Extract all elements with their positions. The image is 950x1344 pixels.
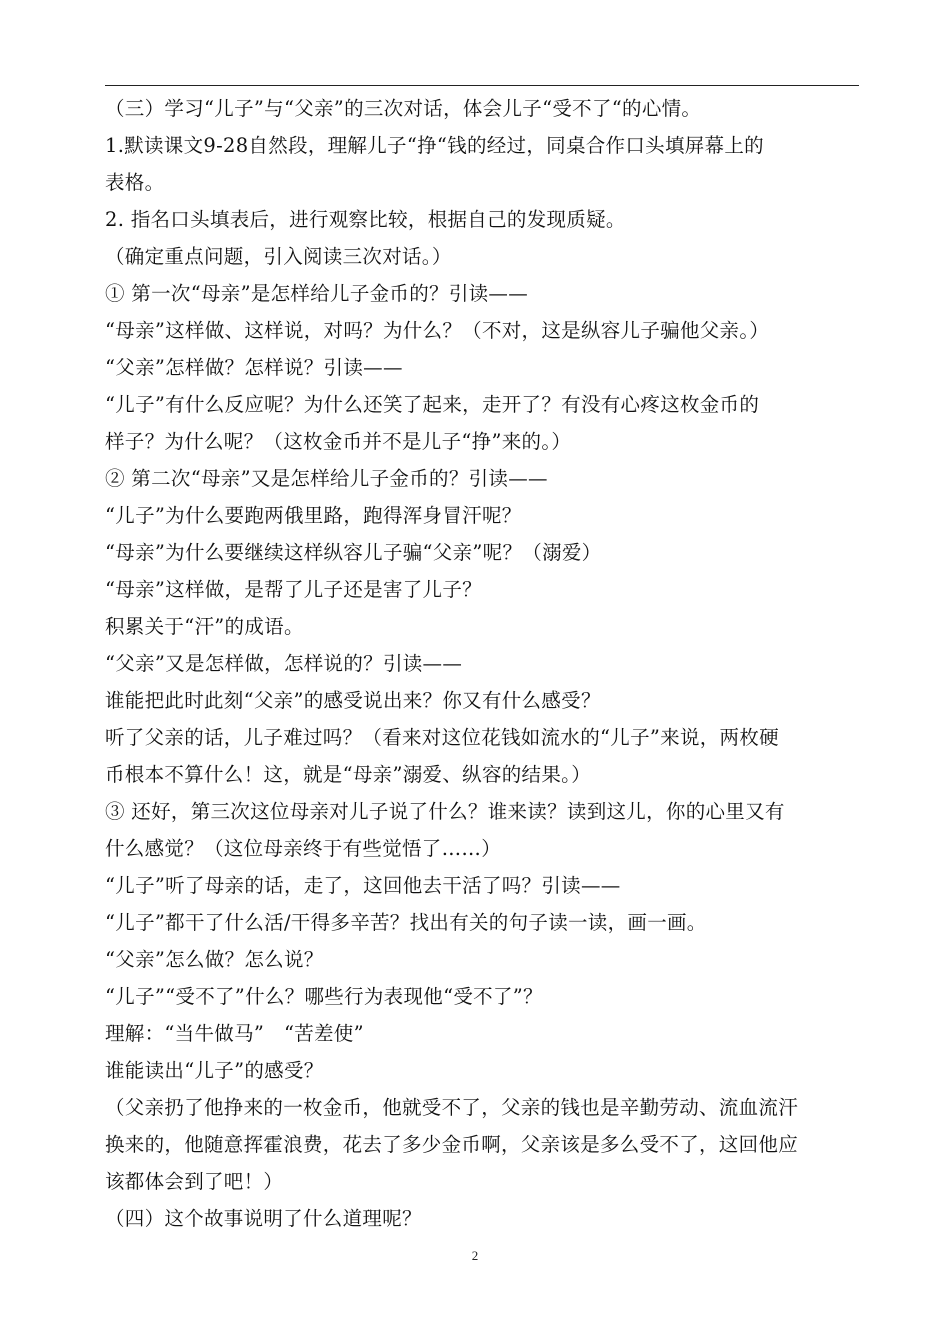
text-line: 谁能读出“儿子”的感受？ [105,1059,324,1082]
text-line: “父亲”怎样做？怎样说？引读—— [105,356,403,379]
text-line: ② 第二次“母亲”又是怎样给儿子金币的？引读—— [105,467,548,490]
text-line: “儿子”都干了什么活/干得多辛苦？找出有关的句子读一读，画一画。 [105,911,707,934]
text-line: 样子？为什么呢？（这枚金币并不是儿子“挣”来的。） [105,430,572,453]
text-line: “父亲”怎么做？怎么说？ [105,948,324,971]
text-line: 理解：“当牛做马” “苦差使” [105,1022,364,1045]
text-line: 积累关于“汗”的成语。 [105,615,304,638]
text-line: 币根本不算什么！这，就是“母亲”溺爱、纵容的结果。） [105,763,591,786]
text-line: “儿子”为什么要跑两俄里路，跑得浑身冒汗呢？ [105,504,522,527]
text-line: 什么感觉？（这位母亲终于有些觉悟了……） [105,837,501,860]
text-line: 该都体会到了吧！） [105,1170,284,1193]
text-line: “母亲”这样做，是帮了儿子还是害了儿子？ [105,578,482,601]
text-line: 1.默读课文9-28自然段，理解儿子“挣“钱的经过，同桌合作口头填屏幕上的 [105,134,764,157]
text-line: 听了父亲的话，儿子难过吗？（看来对这位花钱如流水的“儿子”来说，两枚硬 [105,726,779,749]
text-line: “父亲”又是怎样做，怎样说的？引读—— [105,652,463,675]
text-line: （三）学习“儿子”与“父亲”的三次对话，体会儿子“受不了“的心情。 [105,97,702,120]
text-line: “母亲”为什么要继续这样纵容儿子骗“父亲”呢？（溺爱） [105,541,602,564]
text-line: “儿子”听了母亲的话，走了，这回他去干活了吗？引读—— [105,874,621,897]
text-line: ③ 还好，第三次这位母亲对儿子说了什么？谁来读？读到这儿，你的心里又有 [105,800,785,823]
text-line: “儿子”“受不了”什么？哪些行为表现他“受不了”？ [105,985,543,1008]
text-line: （父亲扔了他挣来的一枚金币，他就受不了，父亲的钱也是辛勤劳动、流血流汗 [105,1096,799,1119]
text-line: “儿子”有什么反应呢？为什么还笑了起来，走开了？有没有心疼这枚金币的 [105,393,760,416]
text-line: 表格。 [105,171,165,194]
header-rule [105,85,859,86]
text-line: （确定重点问题，引入阅读三次对话。） [105,245,452,268]
text-line: ① 第一次“母亲”是怎样给儿子金币的？引读—— [105,282,529,305]
body-text [105,90,865,1237]
text-line: “母亲”这样做、这样说，对吗？为什么？（不对，这是纵容儿子骗他父亲。） [105,319,770,342]
text-line: 2. 指名口头填表后，进行观察比较，根据自己的发现质疑。 [105,208,626,231]
page-number: 2 [471,1248,479,1263]
text-line: 谁能把此时此刻“父亲”的感受说出来？你又有什么感受？ [105,689,601,712]
text-line: （四）这个故事说明了什么道理呢？ [105,1207,422,1230]
text-line: 换来的，他随意挥霍浪费，花去了多少金币啊，父亲该是多么受不了，这回他应 [105,1133,799,1156]
